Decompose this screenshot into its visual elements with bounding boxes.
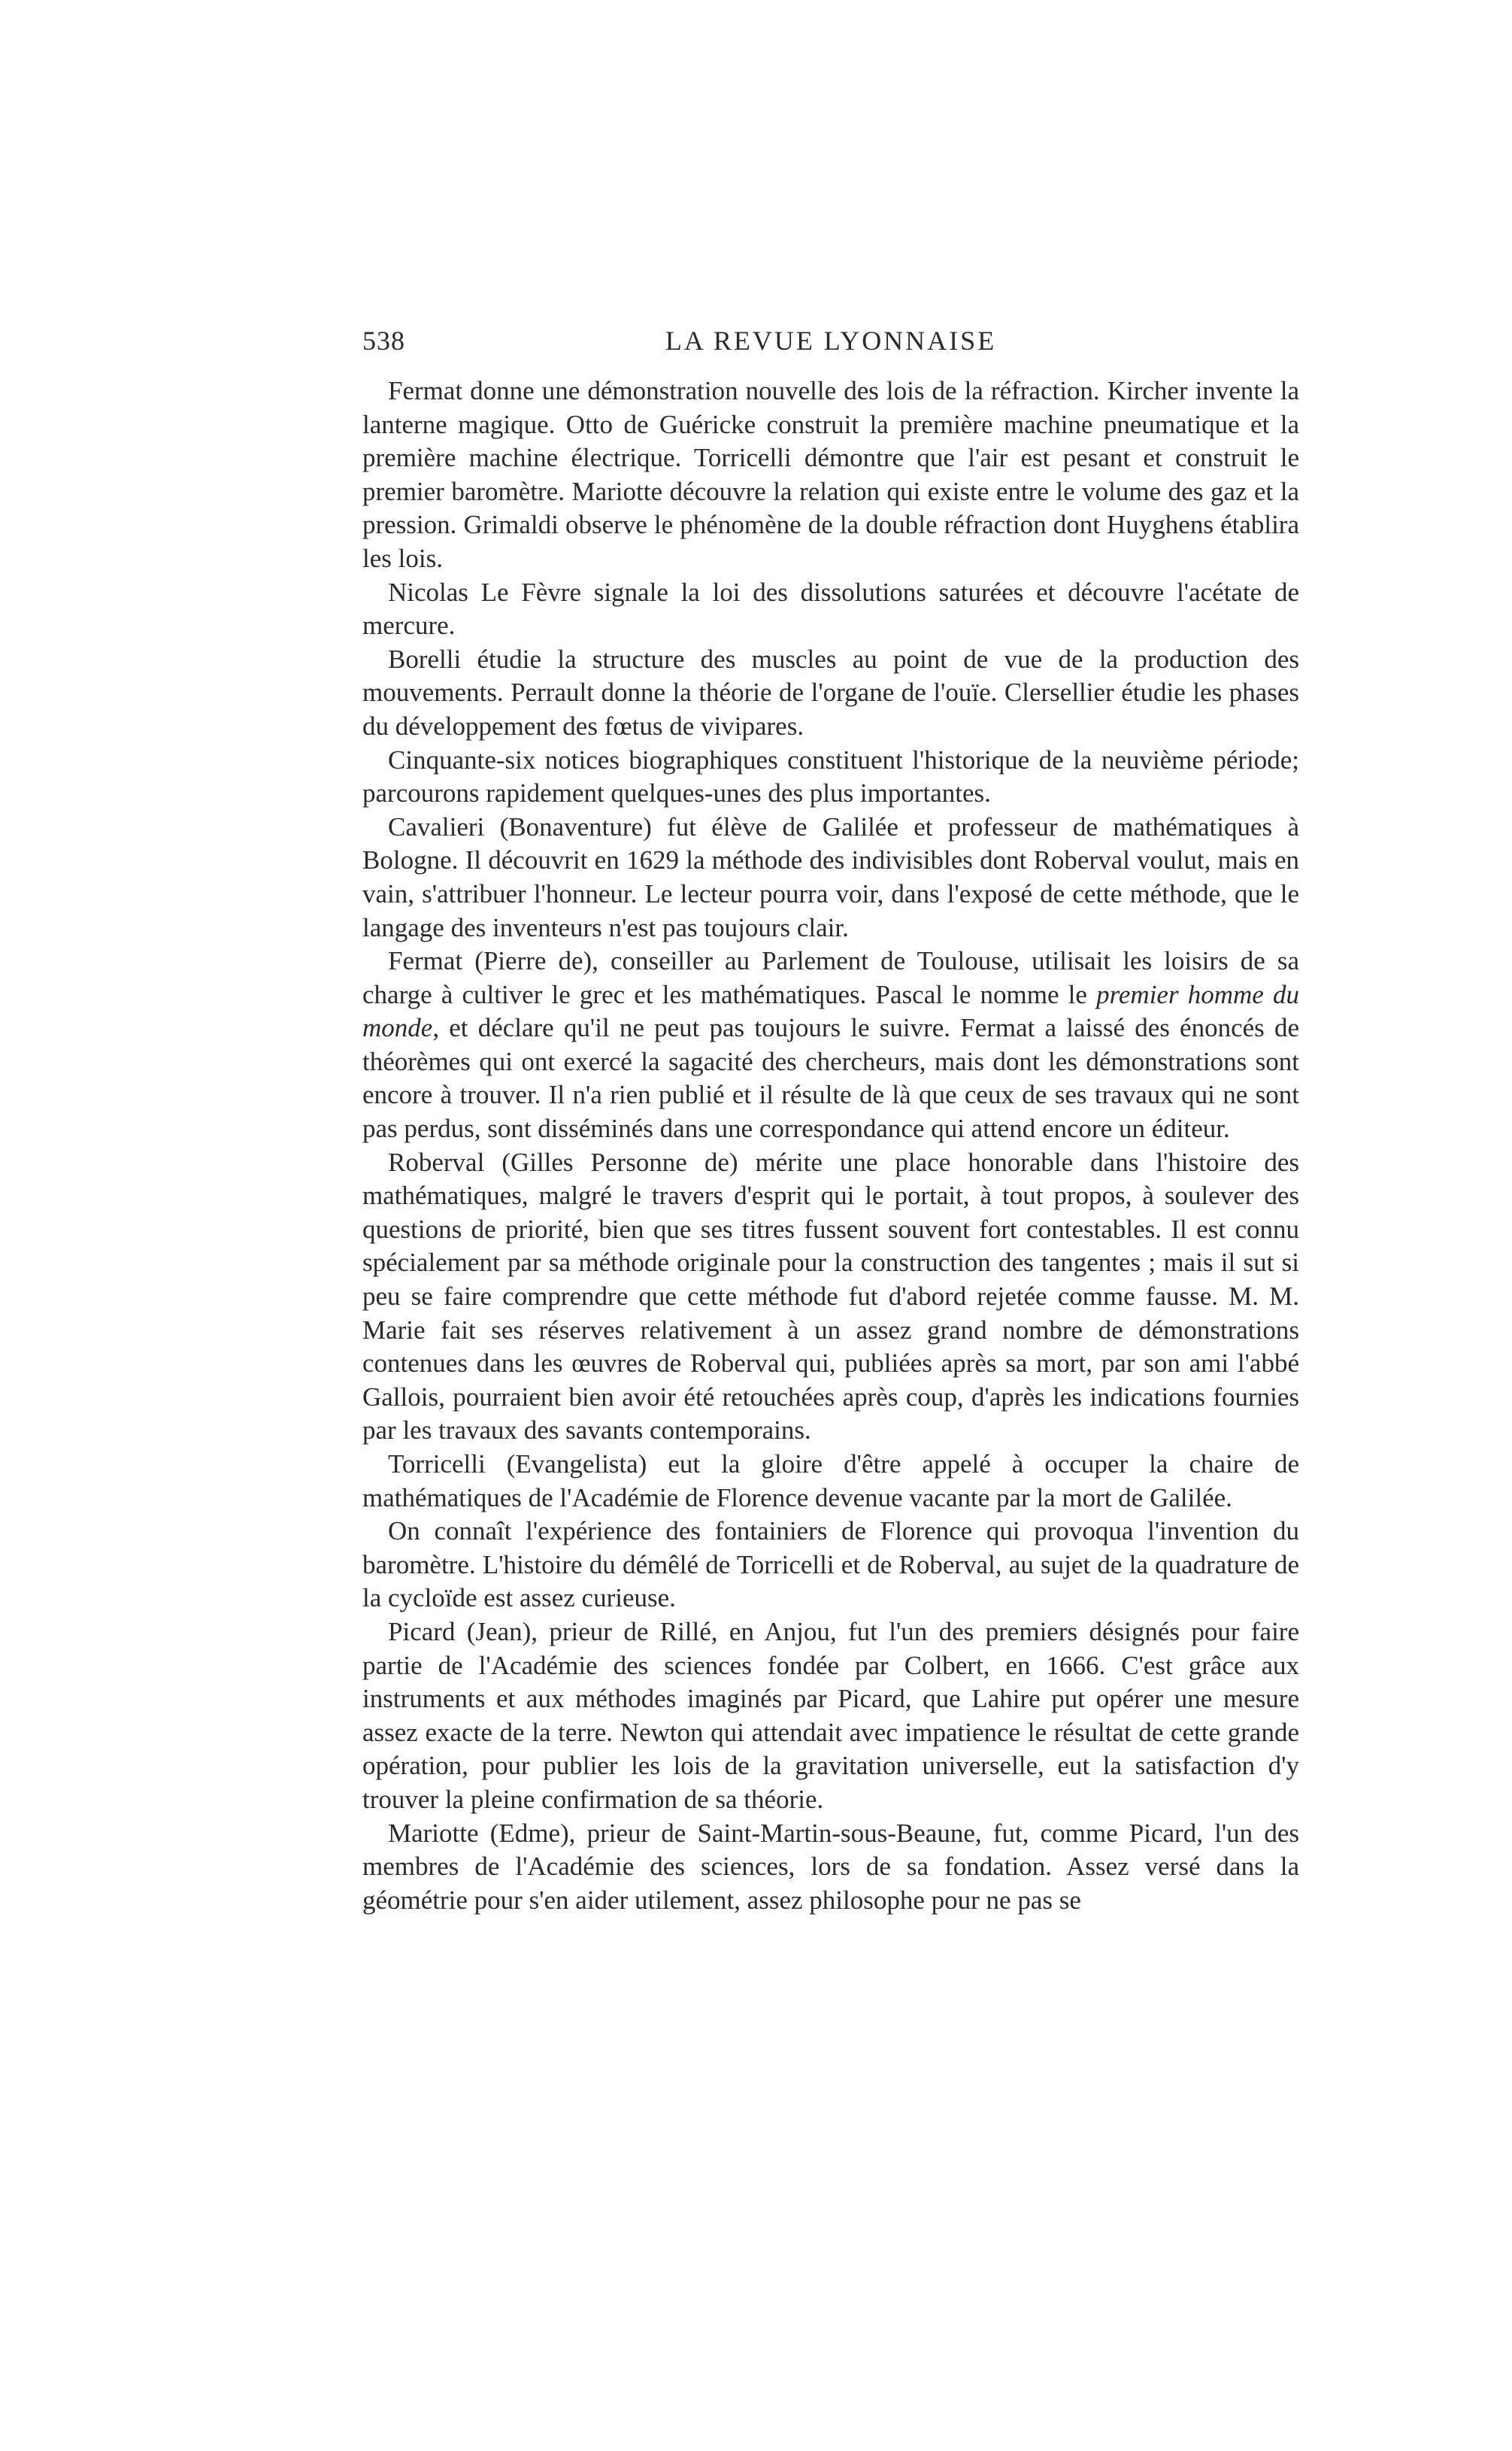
journal-title: LA REVUE LYONNAISE [665,326,997,356]
paragraph-fermat-biography [362,945,1299,1146]
body-text [362,375,1299,2127]
paragraph-mariotte: Mariotte (Edme), prieur de Saint-Martin-sous-Beaune, fut, comme Picard, l'un des membres de l'Académie des sciences, lors de sa fondation. Assez versé dans la géométrie pour s'en aider utilement, assez philosophe pour ne pas se [362,1818,1299,1915]
page-number: 538 [362,326,405,356]
paragraph-roberval: Roberval (Gilles Personne de) mérite une place honorable dans l'histoire des mathématiques, malgré le travers d'esprit qui le portait, à tout propos, à soulever des questions de priorité, bien que ses titres fussent souvent fort contestables. Il est connu spécialement par sa méthode originale pour la construction des tangentes ; mais il sut si peu se faire comprendre que cette méthode fut d'abord rejetée comme fausse. M. M. Marie fait ses réserves relativement à un assez grand nombre de démonstrations contenues dans les œuvres de Roberval qui, publiées après sa mort, par son ami l'abbé Gallois, pourraient bien avoir été retouchées après coup, d'après les indications fournies par les travaux des savants contemporains. [362,1147,1299,1445]
paragraph-cavalieri: Cavalieri (Bonaventure) fut élève de Galilée et professeur de mathématiques à Bologne. Il découvrit en 1629 la méthode des indivisibles dont Roberval voulut, mais en vain, s'attribuer l'honneur. Le lecteur pourra voir, dans l'exposé de cette méthode, que le langage des inventeurs n'est pas toujours clair. [362,811,1299,942]
fermat-text-before: Fermat (Pierre de), conseiller au Parlement de Toulouse, utilisait les loisirs de sa charge à cultiver le grec et les mathématiques. Pascal le nomme le [362,946,1299,1009]
paragraph-fontainiers: On connaît l'expérience des fontainiers de Florence qui provoqua l'invention du baromètre. L'histoire du démêlé de Torricelli et de Roberval, au sujet de la quadrature de la cycloïde est assez curieuse. [362,1516,1299,1613]
paragraph-fermat-refraction: Fermat donne une démonstration nouvelle des lois de la réfraction. Kircher invente la lanterne magique. Otto de Guéricke construit la première machine pneumatique et la première machine électrique. Torricelli démontre que l'air est pesant et construit le premier baromètre. Mariotte découvre la relation qui existe entre le volume des gaz et la pression. Grimaldi observe le phénomène de la double réfraction dont Huyghens établira les lois. [362,376,1299,573]
paragraph-borelli: Borelli étudie la structure des muscles au point de vue de la production des mouvements. Perrault donne la théorie de l'organe de l'ouïe. Clersellier étudie les phases du développement des fœtus de vivipares. [362,644,1299,741]
paragraph-torricelli: Torricelli (Evangelista) eut la gloire d'être appelé à occuper la chaire de mathématiques de l'Académie de Florence devenue vacante par la mort de Galilée. [362,1449,1299,1512]
paragraph-picard: Picard (Jean), prieur de Rillé, en Anjou, fut l'un des premiers désignés pour faire partie de l'Académie des sciences fondée par Colbert, en 1666. C'est grâce aux instruments et aux méthodes imaginés par Picard, que Lahire put opérer une mesure assez exacte de la terre. Newton qui attendait avec impatience le résultat de cette grande opération, pour publier les lois de la gravitation universelle, eut la satisfaction d'y trouver la pleine confirmation de sa théorie. [362,1616,1299,1814]
paragraph-le-fevre: Nicolas Le Fèvre signale la loi des dissolutions saturées et découvre l'acétate de mercure. [362,577,1299,641]
fermat-emphasis: premier homme du monde [362,979,1299,1043]
running-head [362,325,1299,362]
fermat-text-after: , et déclare qu'il ne peut pas toujours le suivre. Fermat a laissé des énoncés de théorèmes qui ont exercé la sagacité des chercheurs, mais dont les démonstrations sont encore à trouver. Il n'a rien publié et il résulte de là que ceux de ses travaux qui ne sont pas perdus, sont disséminés dans une correspondance qui attend encore un éditeur. [362,1013,1299,1144]
paragraph-notices: Cinquante-six notices biographiques constituent l'historique de la neuvième période; parcourons rapidement quelques-unes des plus importantes. [362,745,1299,808]
